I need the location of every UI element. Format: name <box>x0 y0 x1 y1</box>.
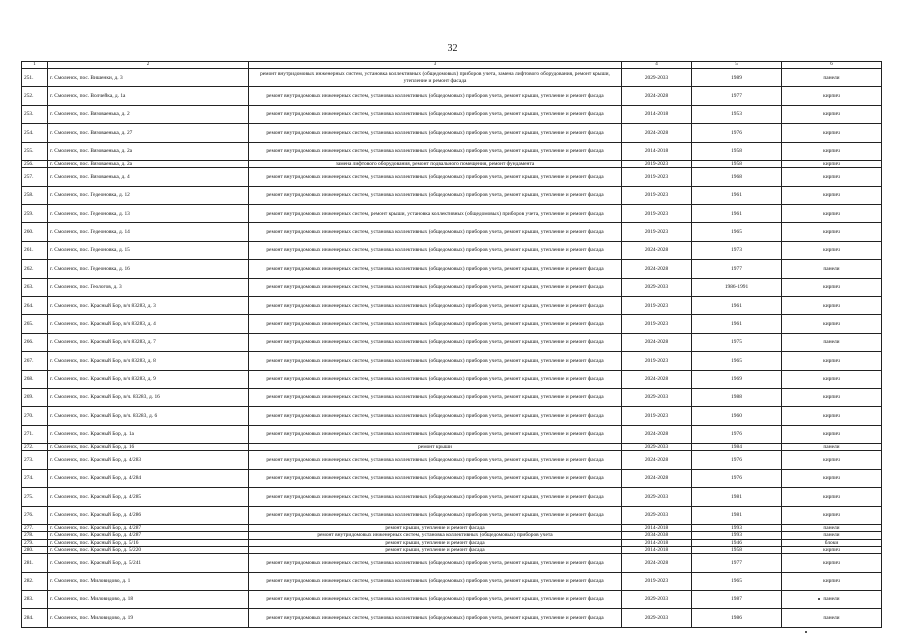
table-row <box>22 124 882 142</box>
period-cell: 2019-2023 <box>622 205 692 223</box>
address-cell: г. Смоленск, пос. Красный Бор, д. 4/283 <box>48 451 249 469</box>
works-cell: ремонт внутридомовых инженерных систем, установка коллективных (общедомовых) приборов учета, ремонт крыши, утепление и ремонт фасада <box>249 506 622 524</box>
address-cell: г. Смоленск, пос. Красный Бор, д. 4/287 <box>48 524 249 531</box>
address-cell: г. Смоленск, пос. Красный Бор, в/ч 83283, д. 3 <box>48 296 249 314</box>
year-cell: 1987 <box>692 590 782 608</box>
year-cell: 1961 <box>692 205 782 223</box>
year-cell: 1965 <box>692 223 782 241</box>
period-cell: 2019-2023 <box>622 160 692 167</box>
repair-schedule-table <box>21 61 882 628</box>
period-cell: 2024-2028 <box>622 370 692 388</box>
works-cell: ремонт внутридомовых инженерных систем, установка коллективных (общедомовых) приборов учета, ремонт крыши, утепление и ремонт фасада <box>249 469 622 487</box>
period-cell: 2029-2033 <box>622 69 692 87</box>
material-cell: кирпич <box>782 223 882 241</box>
row-number: 264. <box>22 296 48 314</box>
year-cell: 1958 <box>692 546 782 553</box>
address-cell: г. Смоленск, пос. Гедеоновка, д. 15 <box>48 241 249 259</box>
row-number: 255. <box>22 142 48 160</box>
table-row <box>22 352 882 370</box>
row-number: 284. <box>22 609 48 627</box>
row-number: 256. <box>22 160 48 167</box>
address-cell: г. Смоленск, пос. Красный Бор, д. 4/287 <box>48 532 249 539</box>
row-number: 280. <box>22 546 48 553</box>
table-row <box>22 407 882 425</box>
period-cell: 2024-2028 <box>622 124 692 142</box>
works-cell: ремонт крыши <box>249 444 622 451</box>
address-cell: г. Смоленск, пос. Гедеоновка, д. 16 <box>48 260 249 278</box>
row-number: 266. <box>22 333 48 351</box>
material-cell: кирпич <box>782 451 882 469</box>
address-cell: г. Смоленск, пос. Красный Бор, в/ч 83283, д. 8 <box>48 352 249 370</box>
material-cell: блоки <box>782 539 882 546</box>
year-cell: 1946 <box>692 539 782 546</box>
address-cell: г. Смоленск, пос. Красный Бор, в/ч. 83283, д. 16 <box>48 388 249 406</box>
table-row <box>22 451 882 469</box>
period-cell: 2019-2023 <box>622 186 692 204</box>
table-row <box>22 241 882 259</box>
period-cell: 2024-2028 <box>622 554 692 572</box>
year-cell: 1988 <box>692 388 782 406</box>
material-cell: панели <box>782 444 882 451</box>
material-cell: кирпич <box>782 186 882 204</box>
year-cell: 1976 <box>692 451 782 469</box>
material-cell: кирпич <box>782 124 882 142</box>
address-cell: г. Смоленск, пос. Геологов, д. 3 <box>48 278 249 296</box>
period-cell: 2024-2028 <box>622 451 692 469</box>
row-number: 261. <box>22 241 48 259</box>
works-cell: ремонт внутридомовых инженерных систем, установка коллективных (общедомовых) приборов учета, ремонт крыши, утепление и ремонт фасада <box>249 296 622 314</box>
row-number: 269. <box>22 388 48 406</box>
row-number: 258. <box>22 186 48 204</box>
year-cell: 1976 <box>692 469 782 487</box>
year-cell: 1961 <box>692 315 782 333</box>
row-number: 272. <box>22 444 48 451</box>
row-number: 265. <box>22 315 48 333</box>
year-cell: 1986 <box>692 609 782 627</box>
address-cell: г. Смоленск, пос. Миловидово, д. 1 <box>48 572 249 590</box>
period-cell: 2019-2023 <box>622 296 692 314</box>
table-row <box>22 278 882 296</box>
year-cell: 1977 <box>692 260 782 278</box>
works-cell: ремонт внутридомовых инженерных систем, установка коллективных (общедомовых) приборов учета, ремонт крыши, утепление и ремонт фасада <box>249 241 622 259</box>
table-row <box>22 260 882 278</box>
table-row <box>22 590 882 608</box>
material-cell: кирпич <box>782 160 882 167</box>
period-cell: 2019-2023 <box>622 223 692 241</box>
table-row <box>22 572 882 590</box>
material-cell: кирпич <box>782 407 882 425</box>
address-cell: г. Смоленск, пос. Красный Бор, д. 16 <box>48 444 249 451</box>
address-cell: г. Смоленск, пос. Красный Бор, в/ч 83283, д. 7 <box>48 333 249 351</box>
table-row <box>22 87 882 105</box>
address-cell: г. Смоленск, пос. Волчейка, д. 1а <box>48 87 249 105</box>
material-cell: панели <box>782 532 882 539</box>
material-cell: кирпич <box>782 205 882 223</box>
row-number: 260. <box>22 223 48 241</box>
address-cell: г. Смоленск, пос. Вязоваенька, д. 4 <box>48 168 249 186</box>
table-row <box>22 69 882 87</box>
year-cell: 1965 <box>692 352 782 370</box>
address-cell: г. Смоленск, пос. Красный Бор, д. 4/284 <box>48 469 249 487</box>
period-cell: 2019-2023 <box>622 572 692 590</box>
period-cell: 2024-2028 <box>622 87 692 105</box>
row-number: 253. <box>22 105 48 123</box>
row-number: 251. <box>22 69 48 87</box>
row-number: 283. <box>22 590 48 608</box>
year-cell: 1961 <box>692 186 782 204</box>
period-cell: 2014-2018 <box>622 539 692 546</box>
row-number: 278. <box>22 532 48 539</box>
year-cell: 1977 <box>692 554 782 572</box>
period-cell: 2019-2023 <box>622 315 692 333</box>
column-number-1: 1 <box>22 62 48 69</box>
material-cell: кирпич <box>782 168 882 186</box>
period-cell: 2029-2033 <box>622 388 692 406</box>
address-cell: г. Смоленск, пос. Гедеоновка, д. 13 <box>48 205 249 223</box>
period-cell: 2014-2018 <box>622 546 692 553</box>
row-number: 270. <box>22 407 48 425</box>
works-cell: ремонт внутридомовых инженерных систем, ремонт крыши, установка коллективных (общедомовых) приборов учета, утепление и ремонт фасада <box>249 205 622 223</box>
address-cell: г. Смоленск, пос. Красный Бор, д. 5/16 <box>48 539 249 546</box>
column-number-2: 2 <box>48 62 249 69</box>
period-cell: 2029-2033 <box>622 609 692 627</box>
table-row <box>22 205 882 223</box>
works-cell: ремонт крыши, утепление и ремонт фасада <box>249 524 622 531</box>
period-cell: 2024-2028 <box>622 425 692 443</box>
material-cell: кирпич <box>782 388 882 406</box>
material-cell: кирпич <box>782 370 882 388</box>
works-cell: ремонт внутридомовых инженерных систем, установка коллективных (общедомовых) приборов учета, ремонт крыши, утепление и ремонт фасада <box>249 105 622 123</box>
year-cell: 1981 <box>692 506 782 524</box>
table-body <box>22 69 882 628</box>
works-cell: ремонт внутридомовых инженерных систем, установка коллективных (общедомовых) приборов учета, ремонт крыши, утепление и ремонт фасада <box>249 142 622 160</box>
row-number: 281. <box>22 554 48 572</box>
table-row <box>22 532 882 539</box>
address-cell: г. Смоленск, пос. Красный Бор, д. 4/285 <box>48 488 249 506</box>
year-cell: 1969 <box>692 370 782 388</box>
works-cell: ремонт внутридомовых инженерных систем, установка коллективных (общедомовых) приборов учета, ремонт крыши, утепление и ремонт фасада <box>249 554 622 572</box>
material-cell: кирпич <box>782 506 882 524</box>
row-number: 257. <box>22 168 48 186</box>
material-cell: кирпич <box>782 352 882 370</box>
period-cell: 2019-2023 <box>622 407 692 425</box>
period-cell: 2024-2028 <box>622 260 692 278</box>
material-cell: кирпич <box>782 105 882 123</box>
period-cell: 2014-2018 <box>622 105 692 123</box>
material-cell: панели <box>782 333 882 351</box>
table-row <box>22 444 882 451</box>
works-cell: ремонт внутридомовых инженерных систем, установка коллективных (общедомовых) приборов учета, ремонт крыши, утепление и ремонт фасада <box>249 407 622 425</box>
table-row <box>22 186 882 204</box>
page-number: 32 <box>447 43 458 54</box>
year-cell: 1976 <box>692 124 782 142</box>
works-cell: ремонт крыши, утепление и ремонт фасада <box>249 539 622 546</box>
address-cell: г. Смоленск, пос. Красный Бор, д. 4/286 <box>48 506 249 524</box>
row-number: 267. <box>22 352 48 370</box>
period-cell: 2034-2038 <box>622 532 692 539</box>
row-number: 282. <box>22 572 48 590</box>
period-cell: 2019-2023 <box>622 352 692 370</box>
year-cell: 1958 <box>692 142 782 160</box>
row-number: 268. <box>22 370 48 388</box>
address-cell: г. Смоленск, пос. Красный Бор, д. 1а <box>48 425 249 443</box>
works-cell: ремонт внутридомовых инженерных систем, установка коллективных (общедомовых) приборов учета, ремонт крыши, утепление и ремонт фасада <box>249 87 622 105</box>
works-cell: ремонт внутридомовых инженерных систем, установка коллективных (общедомовых) приборов учета, ремонт крыши, утепление и ремонт фасада <box>249 124 622 142</box>
table-row <box>22 105 882 123</box>
material-cell: кирпич <box>782 425 882 443</box>
table-row <box>22 223 882 241</box>
year-cell: 1993 <box>692 532 782 539</box>
address-cell: г. Смоленск, пос. Вязоваенька, д. 2 <box>48 105 249 123</box>
year-cell: 1953 <box>692 105 782 123</box>
works-cell: ремонт внутридомовых инженерных систем, установка коллективных (общедомовых) приборов учета, ремонт крыши, утепление и ремонт фасада <box>249 352 622 370</box>
table-row <box>22 488 882 506</box>
material-cell: кирпич <box>782 87 882 105</box>
table-row <box>22 469 882 487</box>
works-cell: ремонт внутридомовых инженерных систем, установка коллективных (общедомовых) приборов учета, ремонт крыши, утепление и ремонт фасада <box>249 388 622 406</box>
table-row <box>22 142 882 160</box>
material-cell: панели <box>782 69 882 87</box>
table-row <box>22 609 882 627</box>
scan-speck <box>805 631 807 633</box>
period-cell: 2024-2028 <box>622 469 692 487</box>
row-number: 274. <box>22 469 48 487</box>
scan-speck <box>818 598 820 600</box>
year-cell: 1958 <box>692 160 782 167</box>
address-cell: г. Смоленск, пос. Гедеоновка, д. 12 <box>48 186 249 204</box>
column-number-4: 4 <box>622 62 692 69</box>
material-cell: кирпич <box>782 142 882 160</box>
address-cell: г. Смоленск, пос. Красный Бор, д. 5/241 <box>48 554 249 572</box>
row-number: 273. <box>22 451 48 469</box>
material-cell: панели <box>782 590 882 608</box>
address-cell: г. Смоленск, пос. Вязоваенька, д. 27 <box>48 124 249 142</box>
year-cell: 1993 <box>692 524 782 531</box>
works-cell: ремонт внутридомовых инженерных систем, установка коллективных (общедомовых) приборов учета, ремонт крыши, утепление и ремонт фасада <box>249 370 622 388</box>
table-row <box>22 539 882 546</box>
table-row <box>22 425 882 443</box>
material-cell: кирпич <box>782 241 882 259</box>
works-cell: ремонт внутридомовых инженерных систем, установка коллективных (общедомовых) приборов учета, ремонт крыши, утепление и ремонт фасада <box>249 260 622 278</box>
address-cell: г. Смоленск, пос. Красный Бор, в/ч. 83283, д. 6 <box>48 407 249 425</box>
works-cell: ремонт внутридомовых инженерных систем, установка коллективных (общедомовых) приборов учета, ремонт крыши, утепление и ремонт фасада <box>249 590 622 608</box>
period-cell: 2029-2033 <box>622 590 692 608</box>
period-cell: 2029-2033 <box>622 278 692 296</box>
column-number-3: 3 <box>249 62 622 69</box>
year-cell: 1968 <box>692 168 782 186</box>
table-row <box>22 554 882 572</box>
row-number: 254. <box>22 124 48 142</box>
works-cell: ремонт внутридомовых инженерных систем, установка коллективных (общедомовых) приборов учета, ремонт крыши, утепление и ремонт фасада <box>249 168 622 186</box>
material-cell: кирпич <box>782 488 882 506</box>
period-cell: 2024-2028 <box>622 241 692 259</box>
address-cell: г. Смоленск, пос. Миловидово, д. 19 <box>48 609 249 627</box>
year-cell: 1989 <box>692 69 782 87</box>
works-cell: ремонт внутридомовых инженерных систем, установка коллективных (общедомовых) приборов учета, ремонт крыши, утепление и ремонт фасада <box>249 223 622 241</box>
works-cell: ремонт внутридомовых инженерных систем, установка коллективных (общедомовых) приборов учета, замена лифтового оборудования, ремонт крыши, утепление и ремонт фасада <box>249 69 622 87</box>
address-cell: г. Смоленск, пос. Миловидово, д. 18 <box>48 590 249 608</box>
period-cell: 2029-2033 <box>622 488 692 506</box>
year-cell: 1984 <box>692 444 782 451</box>
period-cell: 2019-2023 <box>622 168 692 186</box>
column-number-6: 6 <box>782 62 882 69</box>
year-cell: 1981 <box>692 488 782 506</box>
works-cell: ремонт внутридомовых инженерных систем, установка коллективных (общедомовых) приборов учета, ремонт крыши, утепление и ремонт фасада <box>249 572 622 590</box>
period-cell: 2014-2018 <box>622 142 692 160</box>
year-cell: 1986-1991 <box>692 278 782 296</box>
works-cell: ремонт внутридомовых инженерных систем, установка коллективных (общедомовых) приборов учета, ремонт крыши, утепление и ремонт фасада <box>249 278 622 296</box>
row-number: 276. <box>22 506 48 524</box>
works-cell: ремонт внутридомовых инженерных систем, установка коллективных (общедомовых) приборов учета <box>249 532 622 539</box>
year-cell: 1965 <box>692 572 782 590</box>
period-cell: 2029-2033 <box>622 506 692 524</box>
table-row <box>22 315 882 333</box>
address-cell: г. Смоленск, пос. Вязоваенька, д. 2а <box>48 142 249 160</box>
table-row <box>22 160 882 167</box>
period-cell: 2014-2018 <box>622 524 692 531</box>
period-cell: 2024-2028 <box>622 333 692 351</box>
table-row <box>22 296 882 314</box>
works-cell: ремонт крыши, утепление и ремонт фасада <box>249 546 622 553</box>
works-cell: ремонт внутридомовых инженерных систем, установка коллективных (общедомовых) приборов учета, ремонт крыши, утепление и ремонт фасада <box>249 333 622 351</box>
row-number: 279. <box>22 539 48 546</box>
material-cell: панели <box>782 260 882 278</box>
address-cell: г. Смоленск, пос. Красный Бор, в/ч 83283, д. 4 <box>48 315 249 333</box>
material-cell: панели <box>782 524 882 531</box>
works-cell: ремонт внутридомовых инженерных систем, установка коллективных (общедомовых) приборов учета, ремонт крыши, утепление и ремонт фасада <box>249 451 622 469</box>
table-row <box>22 524 882 531</box>
address-cell: г. Смоленск, пос. Гедеоновка, д. 14 <box>48 223 249 241</box>
table-row <box>22 370 882 388</box>
row-number: 271. <box>22 425 48 443</box>
table-row <box>22 388 882 406</box>
year-cell: 1961 <box>692 296 782 314</box>
material-cell: панели <box>782 609 882 627</box>
table-row <box>22 333 882 351</box>
works-cell: ремонт внутридомовых инженерных систем, установка коллективных (общедомовых) приборов учета, ремонт крыши, утепление и ремонт фасада <box>249 609 622 627</box>
column-number-5: 5 <box>692 62 782 69</box>
table-row <box>22 168 882 186</box>
row-number: 277. <box>22 524 48 531</box>
address-cell: г. Смоленск, пос. Красный Бор, в/ч 83283, д. 9 <box>48 370 249 388</box>
material-cell: кирпич <box>782 469 882 487</box>
works-cell: ремонт внутридомовых инженерных систем, установка коллективных (общедомовых) приборов учета, ремонт крыши, утепление и ремонт фасада <box>249 488 622 506</box>
row-number: 275. <box>22 488 48 506</box>
address-cell: г. Смоленск, пос. Вишенки, д. 3 <box>48 69 249 87</box>
row-number: 262. <box>22 260 48 278</box>
year-cell: 1977 <box>692 87 782 105</box>
year-cell: 1960 <box>692 407 782 425</box>
material-cell: кирпич <box>782 315 882 333</box>
row-number: 259. <box>22 205 48 223</box>
year-cell: 1975 <box>692 333 782 351</box>
year-cell: 1973 <box>692 241 782 259</box>
works-cell: ремонт внутридомовых инженерных систем, установка коллективных (общедомовых) приборов учета, ремонт крыши, утепление и ремонт фасада <box>249 186 622 204</box>
material-cell: кирпич <box>782 554 882 572</box>
works-cell: ремонт внутридомовых инженерных систем, установка коллективных (общедомовых) приборов учета, ремонт крыши, утепление и ремонт фасада <box>249 425 622 443</box>
material-cell: кирпич <box>782 278 882 296</box>
address-cell: г. Смоленск, пос. Вязоваенька, д. 2а <box>48 160 249 167</box>
material-cell: кирпич <box>782 546 882 553</box>
year-cell: 1976 <box>692 425 782 443</box>
works-cell: замена лифтового оборудования, ремонт подвального помещения, ремонт фундамента <box>249 160 622 167</box>
table-row <box>22 506 882 524</box>
table-row <box>22 546 882 553</box>
material-cell: кирпич <box>782 296 882 314</box>
material-cell: кирпич <box>782 572 882 590</box>
row-number: 263. <box>22 278 48 296</box>
address-cell: г. Смоленск, пос. Красный Бор, д. 5/220 <box>48 546 249 553</box>
column-number-row <box>22 62 882 69</box>
works-cell: ремонт внутридомовых инженерных систем, установка коллективных (общедомовых) приборов учета, ремонт крыши, утепление и ремонт фасада <box>249 315 622 333</box>
period-cell: 2029-2033 <box>622 444 692 451</box>
row-number: 252. <box>22 87 48 105</box>
